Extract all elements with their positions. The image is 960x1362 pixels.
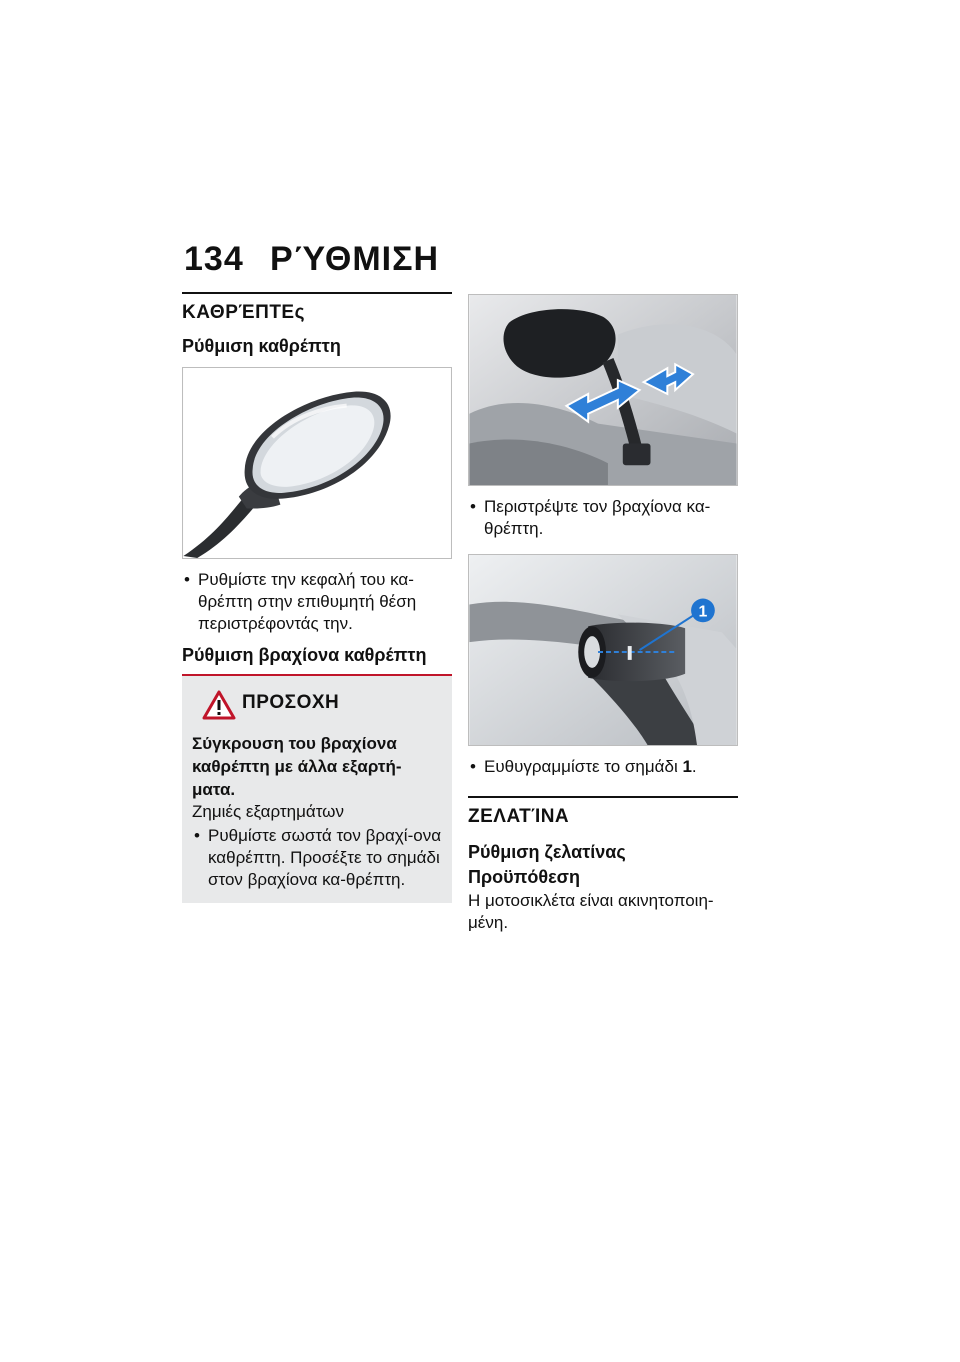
left-column [182,292,452,903]
bullet-dot: • [194,826,200,845]
callout-number: 1 [698,603,708,621]
bullet-item [182,569,452,635]
bullet-end: . [691,757,697,776]
subheading-prerequisite: Προϋπόθεση [468,867,580,887]
bullet-dot: • [470,497,476,516]
section-rule [468,796,738,798]
section-rule [182,292,452,294]
mirror-arm-image [469,295,737,485]
warning-heading: Σύγκρουση του βραχίονα καθρέπτη με άλλα εξαρτή-ματα. [192,734,402,799]
section-title-mirrors: ΚΑΘΡΈΠΤΕς [182,302,305,323]
warning-box [182,676,452,903]
bullet-bold-ref: 1 [682,757,692,776]
right-column [468,292,738,934]
warning-label: ΠΡΟΣΟΧΗ [242,692,340,713]
bullet-item [468,756,738,778]
warning-consequence: Ζημιές εξαρτημάτων [192,802,344,821]
mirror-mark-figure [468,554,738,746]
section-title-windshield: ΖΕΛΑΤΊΝΑ [468,806,570,827]
bullet-text: Ρυθμίστε την κεφαλή του κα-θρέπτη στην επιθυμητή θέση περιστρέφοντάς την. [198,570,417,633]
bullet-text: Ρυθμίστε σωστά τον βραχί-ονα καθρέπτη. Προσέξτε το σημάδι στον βραχίονα κα-θρέπτη. [208,826,442,889]
bullet-dot: • [184,570,190,589]
subheading-windshield-adjust: Ρύθμιση ζελατίνας [468,842,626,862]
mirror-head-image [183,368,451,558]
bullet-text: Περιστρέψτε τον βραχίονα κα-θρέπτη. [484,497,711,538]
bullet-dot: • [470,757,476,776]
warning-bullet [192,825,442,891]
subheading-mirror-adjust: Ρύθμιση καθρέπτη [182,336,341,356]
prerequisite-text: Η μοτοσικλέτα είναι ακινητοποιη-μένη. [468,891,714,932]
page-number: 134 [184,240,244,278]
bullet-item [468,496,738,540]
mirror-mark-image [469,555,737,745]
page-header [182,240,738,286]
chapter-title: ΡΎΘΜΙΣΗ [270,240,440,278]
warning-header [192,690,442,724]
bullet-text: Ευθυγραμμίστε το σημάδι [484,757,683,776]
mirror-arm-figure [468,294,738,486]
subheading-arm-adjust: Ρύθμιση βραχίονα καθρέπτη [182,645,452,676]
mirror-head-figure [182,367,452,559]
warning-triangle-icon [202,690,236,720]
